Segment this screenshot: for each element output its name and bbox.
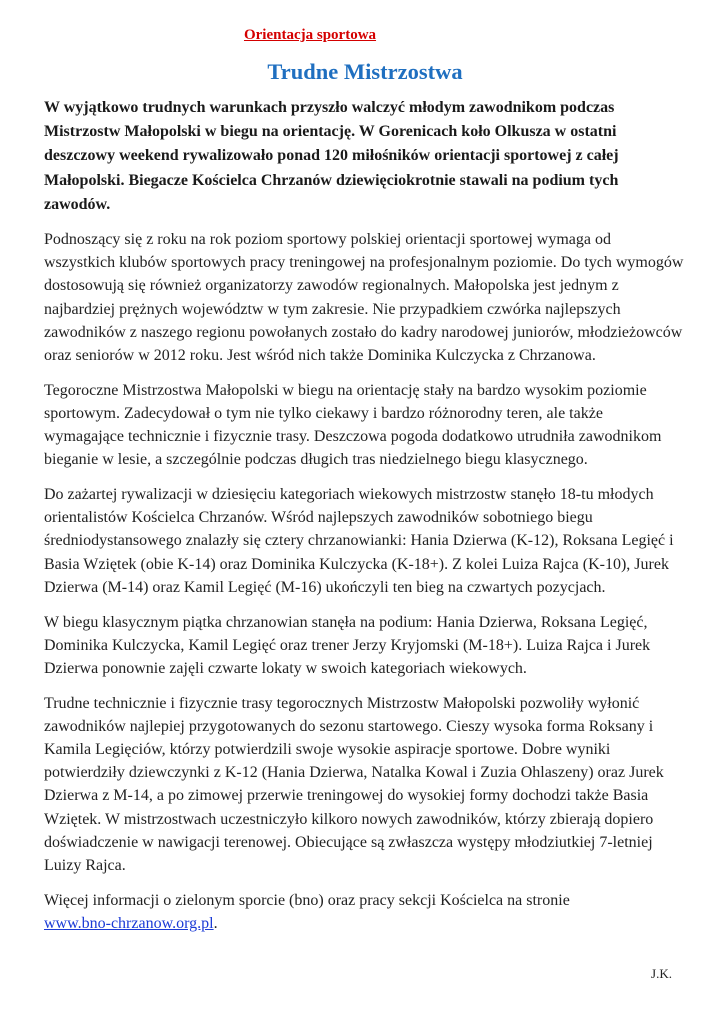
body-paragraph-3: Do zażartej rywalizacji w dziesięciu kategoriach wiekowych mistrzostw stanęło 18-tu młodych orientalistów Kościelca Chrzanów. Wśród najlepszych zawodników sobotniego biegu średniodystansowego znalazły się cztery chrzanowianki: Hania Dzierwa (K-12), Roksana Legięć i Basia Wziętek (obie K-14) oraz Dominika Kulczycka (K-18+). Z kolei Luiza Rajca (K-10), Jurek Dzierwa (M-14) oraz Kamil Legięć (M-16) ukończyli ten bieg na czwartych pozycjach.: [44, 486, 674, 596]
article: [44, 24, 686, 935]
article-title: Trudne Mistrzostwa: [267, 59, 463, 84]
author-signature: J.K.: [651, 966, 672, 981]
body-paragraph-5: Trudne technicznie i fizycznie trasy tegorocznych Mistrzostw Małopolski pozwoliły wyłonić zawodników najlepiej przygotowanych do sezonu startowego. Cieszy wysoka forma Roksany i Kamila Legięciów, którzy potwierdzili swoje wysokie aspiracje sportowe. Dobre wyniki potwierdziły dziewczynki z K-12 (Hania Dzierwa, Natalka Kowal i Zuzia Ohlaszeny) oraz Jurek Dzierwa z M-14, a po zimowej przerwie treningowej do wysokiej formy dochodzi także Basia Wziętek. W mistrzostwach uczestniczyło kilkoro nowych zawodników, którzy zbierają dopiero doświadczenie w nawigacji terenowej. Obiecujące są zwłaszcza występy młodziutkiej 7-letniej Luizy Rajca.: [44, 694, 664, 875]
lead-paragraph: W wyjątkowo trudnych warunkach przyszło walczyć młodym zawodnikom podczas Mistrzostw Małopolski w biegu na orientację. W Gorenicach koło Olkusza w ostatni deszczowy weekend rywalizowało ponad 120 miłośników orientacji sportowej z całej Małopolski. Biegacze Kościelca Chrzanów dziewięciokrotnie stawali na podium tych zawodów.: [44, 99, 619, 213]
body-paragraph-2: Tegoroczne Mistrzostwa Małopolski w biegu na orientację stały na bardzo wysokim poziomie sportowym. Zadecydował o tym nie tylko ciekawy i bardzo różnorodny teren, ale także wymagające technicznie i fizycznie trasy. Deszczowa pogoda dodatkowo utrudniła zawodnikom bieganie w lesie, a szczególnie podczas długich tras niedzielnego biegu klasycznego.: [44, 381, 662, 469]
closing-text: Więcej informacji o zielonym sporcie (bno) oraz pracy sekcji Kościelca na stronie: [44, 891, 570, 909]
body-paragraph-4: W biegu klasycznym piątka chrzanowian stanęła na podium: Hania Dzierwa, Roksana Legięć, Dominika Kulczycka, Kamil Legięć oraz trener Jerzy Kryjomski (M-18+). Luiza Rajca i Jurek Dzierwa ponownie zajęli czwarte lokaty w swoich kategoriach wiekowych.: [44, 613, 651, 677]
section-label: Orientacja sportowa: [243, 27, 377, 43]
closing-period: .: [213, 915, 218, 932]
closing-paragraph: [44, 889, 686, 935]
body-paragraph-1: Podnoszący się z roku na rok poziom sportowy polskiej orientacji sportowej wymaga od wszystkich klubów sportowych pracy treningowej na profesjonalnym poziomie. Do tych wymogów dostosowują się również organizatorzy zawodów regionalnych. Małopolska jest jednym z najbardziej prężnych województw w tym zakresie. Nie przypadkiem czwórka najlepszych zawodników z naszego regionu powołanych zostało do kadry narodowej juniorów, młodzieżowców oraz seniorów w 2012 roku. Jest wśród nich także Dominika Kulczycka z Chrzanowa.: [44, 231, 684, 365]
website-link[interactable]: www.bno-chrzanow.org.pl: [44, 915, 214, 932]
